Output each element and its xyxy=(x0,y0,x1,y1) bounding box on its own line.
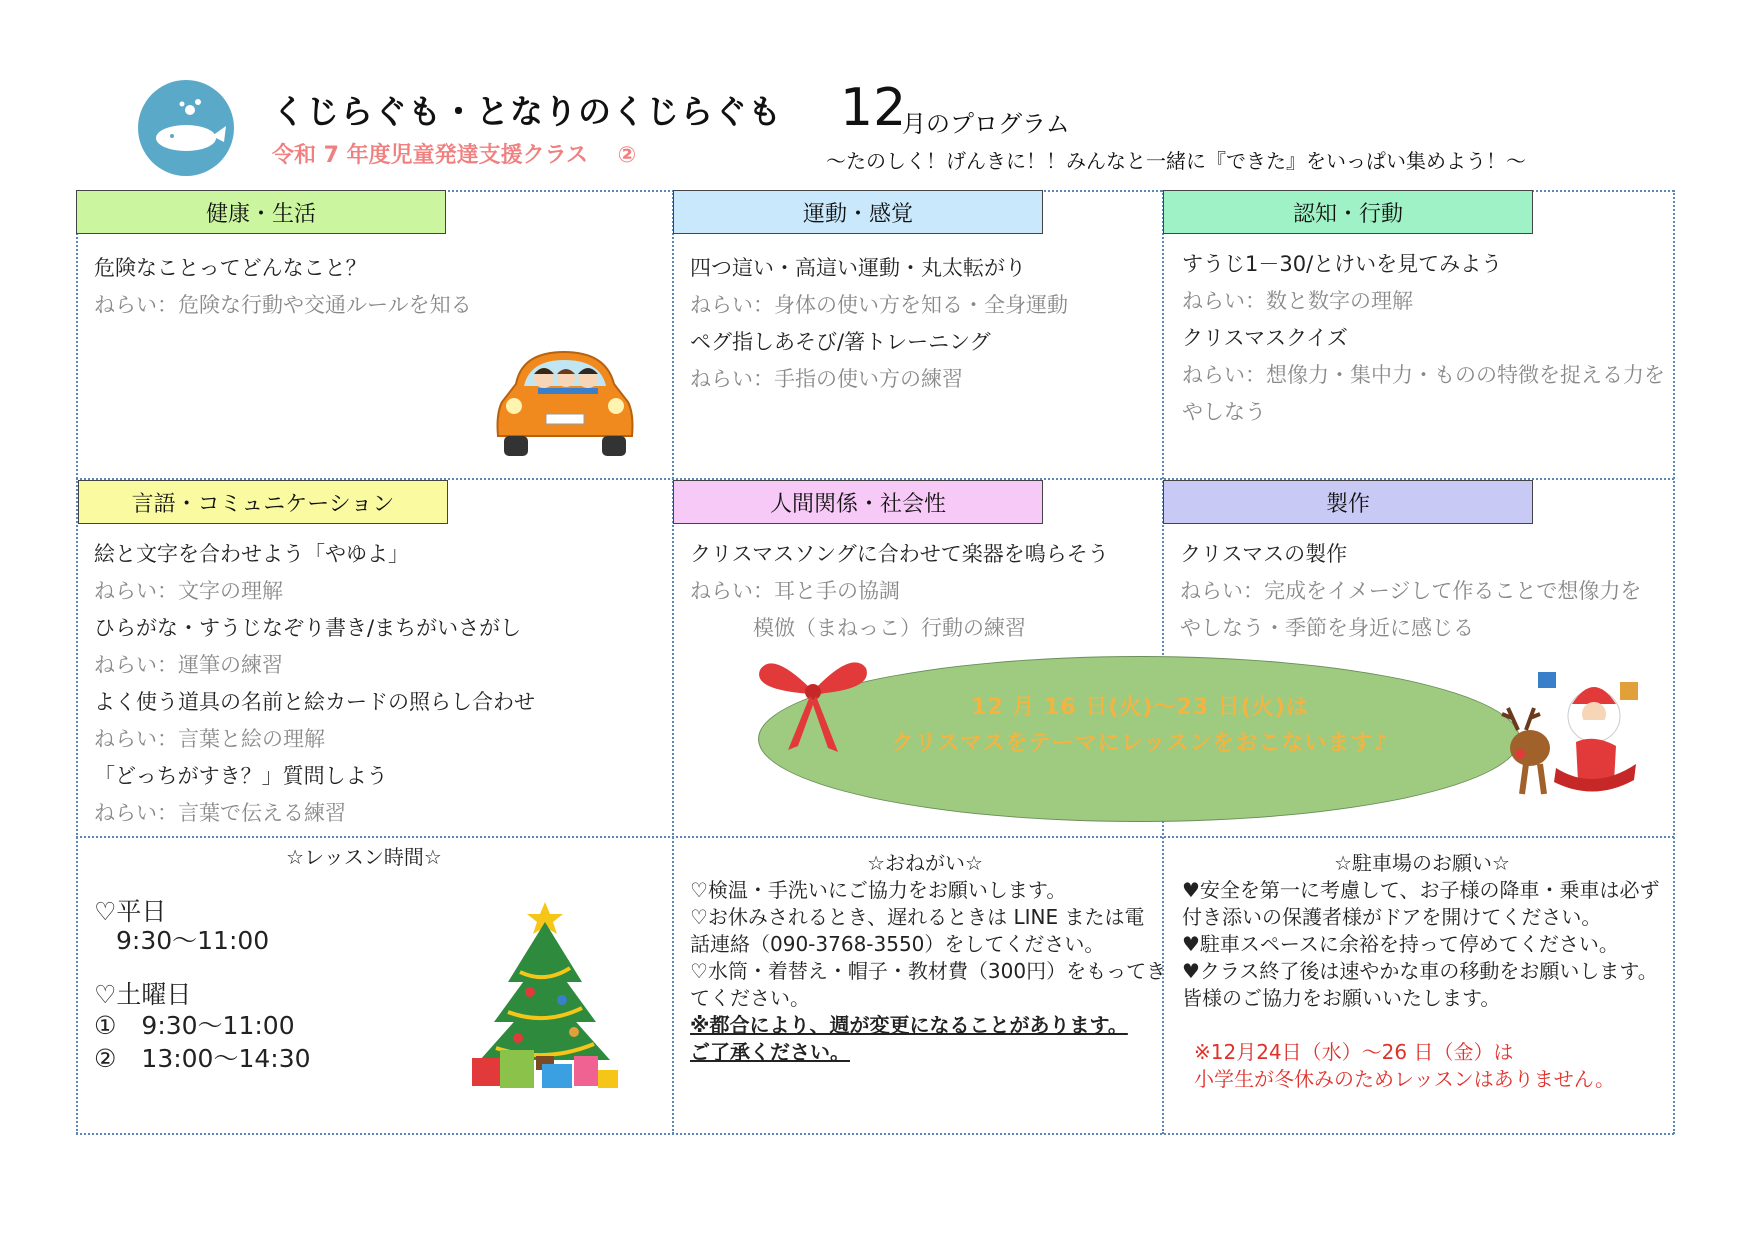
craft-content xyxy=(1180,536,1641,647)
aim-text: 模倣（まねっこ）行動の練習 xyxy=(690,616,1026,640)
saturday-slot-1: ① 9:30～11:00 xyxy=(94,1011,295,1040)
whale-logo-icon xyxy=(138,80,234,176)
schedule-note: ※都合により、週が変更になることがあります。 xyxy=(690,1013,1128,1037)
grid-line-left xyxy=(76,190,78,1134)
activity-text: ペグ指しあそび/箸トレーニング xyxy=(690,330,991,354)
motion-content xyxy=(690,250,1068,398)
aim-text: ねらい：手指の使い方の練習 xyxy=(690,367,963,391)
heading-craft: 製作 xyxy=(1163,480,1533,524)
aim-text: ねらい：数と数字の理解 xyxy=(1182,289,1413,313)
aim-text: ねらい：文字の理解 xyxy=(94,579,283,603)
cognition-content xyxy=(1182,246,1665,431)
heading-health: 健康・生活 xyxy=(76,190,446,234)
holiday-notice: 小学生が冬休みのためレッスンはありません。 xyxy=(1194,1067,1615,1091)
christmas-tree-icon xyxy=(470,892,620,1092)
aim-text: やしなう・季節を身近に感じる xyxy=(1180,616,1474,640)
saturday-slot-2: ② 13:00～14:30 xyxy=(94,1044,311,1073)
aim-text: やしなう xyxy=(1182,400,1266,424)
parking-heading: ☆駐車場のお願い☆ xyxy=(1334,851,1510,875)
class-subtitle: 令和 7 年度児童発達支援クラス ② xyxy=(272,143,637,168)
aim-text: ねらい：完成をイメージして作ることで想像力を xyxy=(1180,579,1642,603)
activity-text: 四つ這い・高這い運動・丸太転がり xyxy=(690,256,1026,280)
month-number: 12 xyxy=(840,78,907,138)
request-line: ♡検温・手洗いにご協力をお願いします。 xyxy=(690,878,1067,902)
banner-line-2: クリスマスをテーマにレッスンをおこないます♪ xyxy=(891,731,1389,756)
requests-heading: ☆おねがい☆ xyxy=(867,851,983,875)
activity-text: ひらがな・すうじなぞり書き/まちがいさがし xyxy=(94,616,522,640)
banner-text xyxy=(800,690,1480,762)
request-line: 話連絡（090-3768-3550）をしてください。 xyxy=(690,932,1105,956)
santa-reindeer-icon xyxy=(1496,664,1646,804)
weekday-label: ♡平日 xyxy=(94,897,167,926)
lesson-times-heading: ☆レッスン時間☆ xyxy=(286,845,442,869)
program-label: 月のプログラム xyxy=(902,110,1070,138)
aim-text: ねらい：危険な行動や交通ルールを知る xyxy=(94,293,472,317)
aim-text: ねらい：言葉と絵の理解 xyxy=(94,727,325,751)
parking-line: 皆様のご協力をお願いいたします。 xyxy=(1182,986,1501,1010)
requests xyxy=(690,850,1167,1066)
saturday-label: ♡土曜日 xyxy=(94,980,192,1009)
heading-social: 人間関係・社会性 xyxy=(673,480,1043,524)
parking-line: ♥駐車スペースに余裕を持って停めてください。 xyxy=(1182,932,1619,956)
activity-text: 「どっちがすき？」質問しよう xyxy=(94,764,388,788)
aim-text: ねらい：想像力・集中力・ものの特徴を捉える力を xyxy=(1182,363,1665,387)
activity-text: よく使う道具の名前と絵カードの照らし合わせ xyxy=(94,690,535,714)
car-family-icon xyxy=(494,344,636,462)
grid-line-right xyxy=(1673,190,1675,1134)
aim-text: ねらい：言葉で伝える練習 xyxy=(94,801,346,825)
parking-line: ♥安全を第一に考慮して、お子様の降車・乗車は必ず xyxy=(1182,878,1660,902)
banner-line-1: 12 月 16 日(火)～23 日(火)は xyxy=(971,695,1309,720)
schedule-note: ご了承ください。 xyxy=(690,1040,850,1064)
activity-text: クリスマスソングに合わせて楽器を鳴らそう xyxy=(690,542,1109,566)
request-line: ♡お休みされるとき、遅れるときは LINE または電 xyxy=(690,905,1145,929)
holiday-notice: ※12月24日（水）～26 日（金）は xyxy=(1194,1040,1514,1064)
activity-text: クリスマスクイズ xyxy=(1182,326,1348,350)
activity-text: すうじ1－30/とけいを見てみよう xyxy=(1182,252,1503,276)
parking-line: ♥クラス終了後は速やかな車の移動をお願いします。 xyxy=(1182,959,1658,983)
activity-text: 絵と文字を合わせよう「やゆよ」 xyxy=(94,542,409,566)
heading-cognition: 認知・行動 xyxy=(1163,190,1533,234)
grid-line-bottom xyxy=(76,1133,1674,1135)
request-line: ♡水筒・着替え・帽子・教材費（300円）をもってき xyxy=(690,959,1167,983)
activity-text: クリスマスの製作 xyxy=(1180,542,1348,566)
request-line: てください。 xyxy=(690,986,810,1010)
parking-line: 付き添いの保護者様がドアを開けてください。 xyxy=(1182,905,1602,929)
aim-text: ねらい：耳と手の協調 xyxy=(690,579,900,603)
motto: ～たのしく！げんきに！！みんなと一緒に『できた』をいっぱい集めよう！～ xyxy=(826,149,1526,173)
heading-motion: 運動・感覚 xyxy=(673,190,1043,234)
grid-line-col1 xyxy=(672,190,674,1134)
parking-requests xyxy=(1182,850,1672,1093)
page-title: くじらぐも・となりのくじらぐも xyxy=(272,92,782,131)
weekday-time: 9:30～11:00 xyxy=(116,926,270,955)
heading-language: 言語・コミュニケーション xyxy=(78,480,448,524)
grid-line-row2 xyxy=(76,836,1674,838)
language-content xyxy=(94,536,535,832)
health-content xyxy=(94,250,472,324)
activity-text: 危険なことってどんなこと？ xyxy=(94,256,367,280)
aim-text: ねらい：身体の使い方を知る・全身運動 xyxy=(690,293,1068,317)
aim-text: ねらい：運筆の練習 xyxy=(94,653,283,677)
social-content xyxy=(690,536,1109,647)
